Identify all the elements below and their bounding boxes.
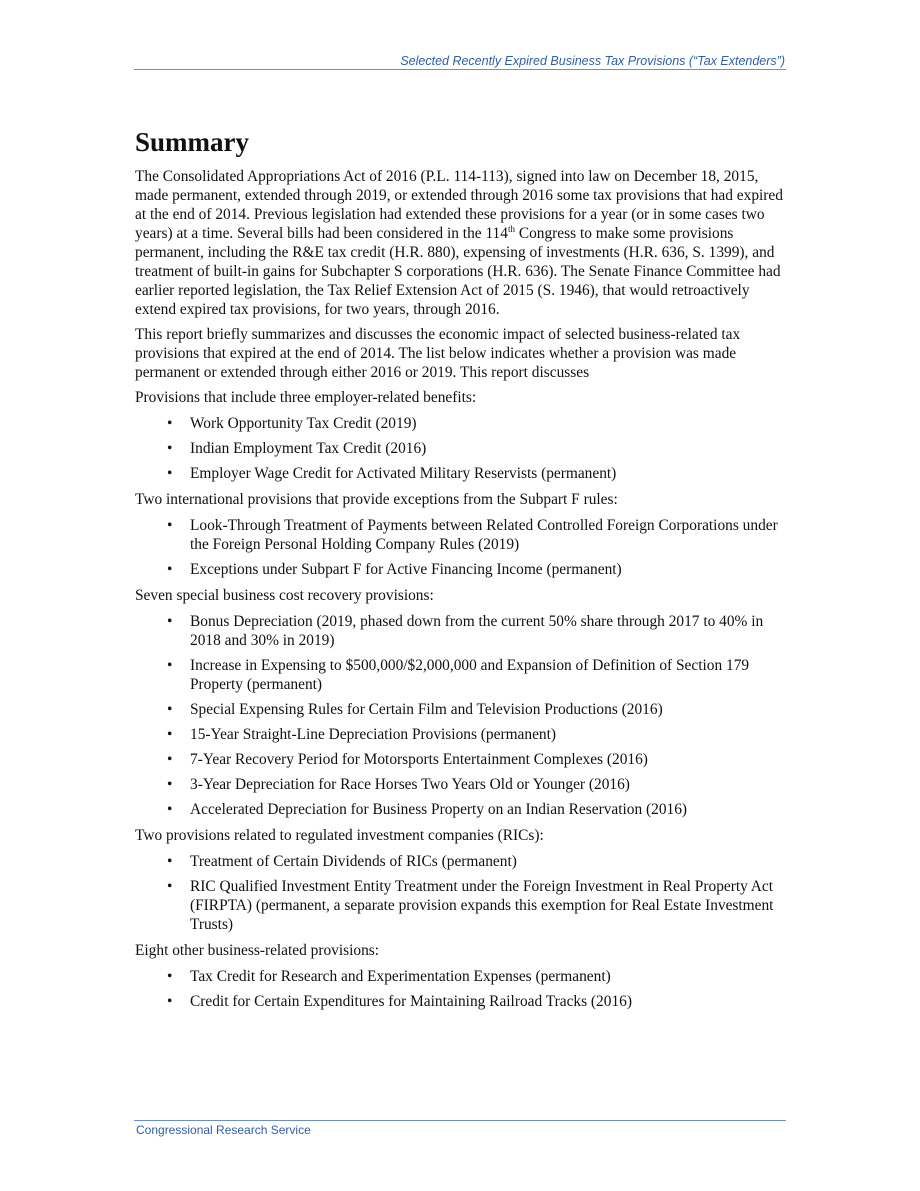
list-item <box>135 414 785 433</box>
summary-paragraph-1 <box>135 167 785 319</box>
ordinal-superscript: th <box>507 224 515 234</box>
list-item-text: Accelerated Depreciation for Business Property on an Indian Reservation (2016) <box>190 801 688 818</box>
list-item-text: Employer Wage Credit for Activated Military Reservists (permanent) <box>190 465 617 482</box>
list-item-text: Look-Through Treatment of Payments between Related Controlled Foreign Corporations under the Foreign Personal Holding Company Rules (2019) <box>190 517 778 553</box>
bullet-icon: • <box>167 701 173 718</box>
list-item-text: Work Opportunity Tax Credit (2019) <box>190 415 417 432</box>
list-item-text: 7-Year Recovery Period for Motorsports Entertainment Complexes (2016) <box>190 751 648 768</box>
bullet-list <box>135 612 785 819</box>
list-item-text: Treatment of Certain Dividends of RICs (permanent) <box>190 853 517 870</box>
list-item <box>135 800 785 819</box>
bullet-icon: • <box>167 751 173 768</box>
list-item <box>135 992 785 1011</box>
bullet-icon: • <box>167 561 173 578</box>
bullet-icon: • <box>167 517 173 534</box>
bullet-icon: • <box>167 878 173 895</box>
list-item <box>135 464 785 483</box>
list-item-text: Exceptions under Subpart F for Active Financing Income (permanent) <box>190 561 622 578</box>
bullet-icon: • <box>167 968 173 985</box>
footer-text: Congressional Research Service <box>136 1123 311 1137</box>
bullet-icon: • <box>167 993 173 1010</box>
group-intro: Two provisions related to regulated investment companies (RICs): <box>135 827 544 844</box>
header-rule <box>134 69 786 70</box>
group-intro: Provisions that include three employer-related benefits: <box>135 389 477 406</box>
list-item <box>135 750 785 769</box>
bullet-icon: • <box>167 657 173 674</box>
list-item <box>135 725 785 744</box>
list-item-text: Bonus Depreciation (2019, phased down from the current 50% share through 2017 to 40% in 2018 and 30% in 2019) <box>190 613 764 649</box>
running-header: Selected Recently Expired Business Tax Provisions (“Tax Extenders”) <box>400 54 785 68</box>
list-item <box>135 439 785 458</box>
bullet-icon: • <box>167 801 173 818</box>
list-item <box>135 852 785 871</box>
list-item <box>135 656 785 694</box>
bullet-icon: • <box>167 853 173 870</box>
bullet-icon: • <box>167 440 173 457</box>
bullet-list <box>135 414 785 483</box>
list-item-text: Special Expensing Rules for Certain Film and Television Productions (2016) <box>190 701 663 718</box>
list-item <box>135 560 785 579</box>
bullet-icon: • <box>167 613 173 630</box>
summary-paragraph-2: This report briefly summarizes and discusses the economic impact of selected business-related tax provisions that expired at the end of 2014. The list below indicates whether a provision was made permanent or extended through either 2016 or 2019. This report discusses <box>135 326 741 381</box>
list-item <box>135 700 785 719</box>
list-item <box>135 877 785 934</box>
list-item-text: 15-Year Straight-Line Depreciation Provisions (permanent) <box>190 726 557 743</box>
list-item <box>135 612 785 650</box>
footer-rule <box>134 1120 786 1121</box>
list-item-text: RIC Qualified Investment Entity Treatment under the Foreign Investment in Real Property Act (FIRPTA) (permanent, a separate provision expands this exemption for Real Estate Investment Trusts) <box>190 878 774 933</box>
list-item-text: Tax Credit for Research and Experimentation Expenses (permanent) <box>190 968 611 985</box>
paragraph-text: Congress to make some provisions permanent, including the R&E tax credit (H.R. 880), expensing of investments (H.R. 636, S. 1399), and treatment of built-in gains for Subchapter S corporations (H.R. 636). The Senate Finance Committee had earlier reported legislation, the Tax Relief Extension Act of 2015 (S. 1946), that would retroactively extend expired tax provisions, for two years, through 2016. <box>135 225 781 318</box>
bullet-list <box>135 967 785 1011</box>
content <box>135 126 785 1018</box>
bullet-list <box>135 852 785 934</box>
group-intro: Two international provisions that provide exceptions from the Subpart F rules: <box>135 491 618 508</box>
bullet-list <box>135 516 785 579</box>
group-intro: Seven special business cost recovery provisions: <box>135 587 434 604</box>
bullet-icon: • <box>167 726 173 743</box>
list-item-text: Credit for Certain Expenditures for Maintaining Railroad Tracks (2016) <box>190 993 632 1010</box>
list-item-text: Indian Employment Tax Credit (2016) <box>190 440 427 457</box>
list-item <box>135 516 785 554</box>
paragraph-text: The Consolidated Appropriations Act of 2016 (P.L. 114-113), signed into law on December 18, 2015, made permanent, extended through 2019, or extended through 2016 some tax provisions that had expired at the end of 2014. Previous legislation had extended these provisions for a year (or in some cases two years) at a time. Several bills had been considered in the 114 <box>135 168 783 242</box>
list-item-text: 3-Year Depreciation for Race Horses Two Years Old or Younger (2016) <box>190 776 630 793</box>
section-heading: Summary <box>135 127 249 157</box>
bullet-icon: • <box>167 776 173 793</box>
bullet-icon: • <box>167 465 173 482</box>
group-intro: Eight other business-related provisions: <box>135 942 380 959</box>
list-item-text: Increase in Expensing to $500,000/$2,000,000 and Expansion of Definition of Section 179 Property (permanent) <box>190 657 750 693</box>
list-item <box>135 967 785 986</box>
list-item <box>135 775 785 794</box>
bullet-icon: • <box>167 415 173 432</box>
